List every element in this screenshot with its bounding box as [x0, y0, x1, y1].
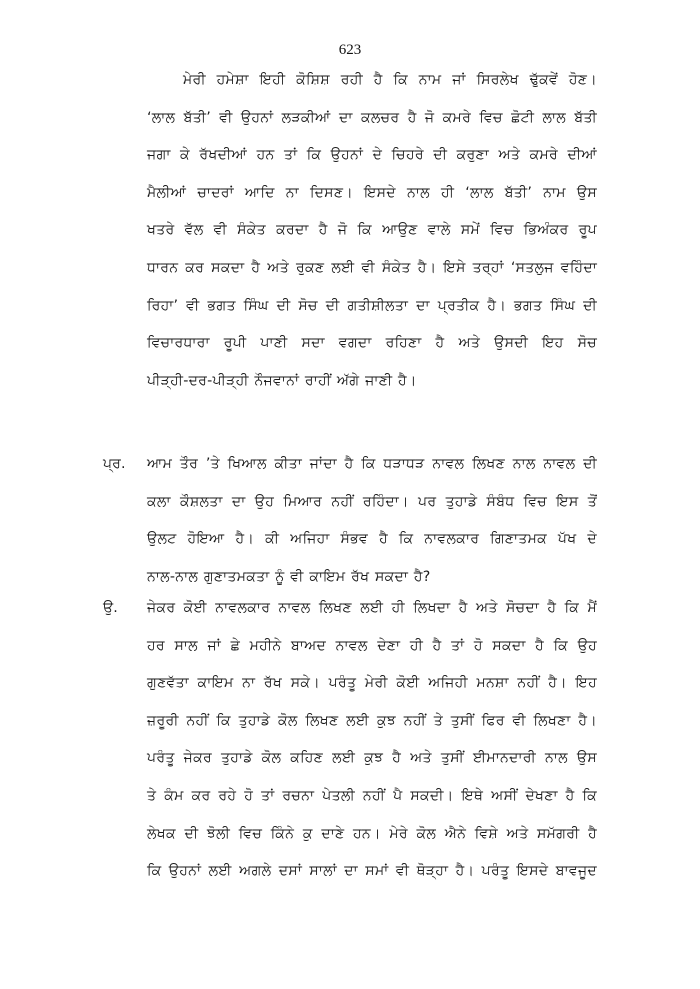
- text-line: ਰਿਹਾ’ ਵੀ ਭਗਤ ਸਿੰਘ ਦੀ ਸੋਚ ਦੀ ਗਤੀਸ਼ੀਲਤਾ ਦਾ ਪ੍ਰਤੀਕ ਹੈ। ਭਗਤ ਸਿੰਘ ਦੀ: [147, 297, 597, 314]
- text-line: ਪਰੰਤੂ ਜੇਕਰ ਤੁਹਾਡੇ ਕੋਲ ਕਹਿਣ ਲਈ ਕੁਝ ਹੈ ਅਤੇ ਤੁਸੀਂ ਈਮਾਨਦਾਰੀ ਨਾਲ ਉਸ: [147, 750, 597, 767]
- question-label: ਪ੍ਰ.: [103, 456, 126, 472]
- text-line: ਪੀੜ੍ਹੀ-ਦਰ-ਪੀੜ੍ਹੀ ਨੌਜਵਾਨਾਂ ਰਾਹੀਂ ਅੱਗੇ ਜਾਣੀ ਹੈ।: [147, 372, 417, 389]
- paragraph-intro: [147, 62, 597, 400]
- text-line: ਤੇ ਕੰਮ ਕਰ ਰਹੇ ਹੋ ਤਾਂ ਰਚਨਾ ਪੇਤਲੀ ਨਹੀਂ ਪੈ ਸਕਦੀ। ਇਥੇ ਅਸੀਂ ਦੇਖਣਾ ਹੈ ਕਿ: [147, 787, 597, 804]
- text-line: ਖਤਰੇ ਵੱਲ ਵੀ ਸੰਕੇਤ ਕਰਦਾ ਹੈ ਜੋ ਕਿ ਆਉਣ ਵਾਲੇ ਸਮੇਂ ਵਿਚ ਭਿਅੰਕਰ ਰੂਪ: [147, 222, 597, 239]
- question-text: [147, 446, 597, 596]
- text-line: ਹਰ ਸਾਲ ਜਾਂ ਛੇ ਮਹੀਨੇ ਬਾਅਦ ਨਾਵਲ ਦੇਣਾ ਹੀ ਹੈ ਤਾਂ ਹੋ ਸਕਦਾ ਹੈ ਕਿ ਉਹ: [147, 637, 597, 654]
- text-line: ਜ਼ਰੂਰੀ ਨਹੀਂ ਕਿ ਤੁਹਾਡੇ ਕੋਲ ਲਿਖਣ ਲਈ ਕੁਝ ਨਹੀਂ ਤੇ ਤੁਸੀਂ ਫਿਰ ਵੀ ਲਿਖਣਾ ਹੈ।: [147, 712, 597, 729]
- text-line: ਮੈਲੀਆਂ ਚਾਦਰਾਂ ਆਦਿ ਨਾ ਦਿਸਣ। ਇਸਦੇ ਨਾਲ ਹੀ ‘ਲਾਲ ਬੱਤੀ’ ਨਾਮ ਉਸ: [147, 184, 597, 201]
- text-line: ਵਿਚਾਰਧਾਰਾ ਰੂਪੀ ਪਾਣੀ ਸਦਾ ਵਗਦਾ ਰਹਿਣਾ ਹੈ ਅਤੇ ਉਸਦੀ ਇਹ ਸੋਚ: [147, 335, 597, 352]
- answer-text: [147, 590, 597, 891]
- text-line: ਜਗਾ ਕੇ ਰੱਖਦੀਆਂ ਹਨ ਤਾਂ ਕਿ ਉਹਨਾਂ ਦੇ ਚਿਹਰੇ ਦੀ ਕਰੁਣਾ ਅਤੇ ਕਮਰੇ ਦੀਆਂ: [147, 147, 597, 164]
- text-line: ਕਿ ਉਹਨਾਂ ਲਈ ਅਗਲੇ ਦਸਾਂ ਸਾਲਾਂ ਦਾ ਸਮਾਂ ਵੀ ਥੋੜ੍ਹਾ ਹੈ। ਪਰੰਤੂ ਇਸਦੇ ਬਾਵਜੂਦ: [147, 863, 597, 880]
- text-line: ਆਮ ਤੌਰ ’ਤੇ ਖਿਆਲ ਕੀਤਾ ਜਾਂਦਾ ਹੈ ਕਿ ਧੜਾਧੜ ਨਾਵਲ ਲਿਖਣ ਨਾਲ ਨਾਵਲ ਦੀ: [147, 456, 597, 472]
- text-line: ‘ਲਾਲ ਬੱਤੀ’ ਵੀ ਉਹਨਾਂ ਲੜਕੀਆਂ ਦਾ ਕਲਚਰ ਹੈ ਜੋ ਕਮਰੇ ਵਿਚ ਛੋਟੀ ਲਾਲ ਬੱਤੀ: [147, 109, 597, 126]
- text-line: ਜੇਕਰ ਕੋਈ ਨਾਵਲਕਾਰ ਨਾਵਲ ਲਿਖਣ ਲਈ ਹੀ ਲਿਖਦਾ ਹੈ ਅਤੇ ਸੋਚਦਾ ਹੈ ਕਿ ਮੈਂ: [147, 600, 597, 616]
- text-line: ਕਲਾ ਕੌਸ਼ਲਤਾ ਦਾ ਉਹ ਮਿਆਰ ਨਹੀਂ ਰਹਿੰਦਾ। ਪਰ ਤੁਹਾਡੇ ਸੰਬੰਧ ਵਿਚ ਇਸ ਤੋਂ: [147, 493, 597, 510]
- text-line: ਨਾਲ-ਨਾਲ ਗੁਣਾਤਮਕਤਾ ਨੂੰ ਵੀ ਕਾਇਮ ਰੱਖ ਸਕਦਾ ਹੈ?: [147, 568, 431, 585]
- text-line: ਮੇਰੀ ਹਮੇਸ਼ਾ ਇਹੀ ਕੋਸ਼ਿਸ਼ ਰਹੀ ਹੈ ਕਿ ਨਾਮ ਜਾਂ ਸਿਰਲੇਖ ਢੁੱਕਵੇਂ ਹੋਣ।: [183, 72, 597, 88]
- text-line: ਧਾਰਨ ਕਰ ਸਕਦਾ ਹੈ ਅਤੇ ਰੁਕਣ ਲਈ ਵੀ ਸੰਕੇਤ ਹੈ। ਇਸੇ ਤਰ੍ਹਾਂ ‘ਸਤਲੁਜ ਵਹਿੰਦਾ: [147, 259, 597, 276]
- text-line: ਉਲਟ ਹੋਇਆ ਹੈ। ਕੀ ਅਜਿਹਾ ਸੰਭਵ ਹੈ ਕਿ ਨਾਵਲਕਾਰ ਗਿਣਾਤਮਕ ਪੱਖ ਦੇ: [147, 531, 597, 548]
- text-line: ਗੁਣਵੱਤਾ ਕਾਇਮ ਨਾ ਰੱਖ ਸਕੇ। ਪਰੰਤੂ ਮੇਰੀ ਕੋਈ ਅਜਿਹੀ ਮਨਸ਼ਾ ਨਹੀਂ ਹੈ। ਇਹ: [147, 675, 597, 692]
- answer-label: ਉ.: [103, 600, 118, 616]
- page-number: 623: [338, 42, 362, 58]
- text-line: ਲੇਖਕ ਦੀ ਝੋਲੀ ਵਿਚ ਕਿੰਨੇ ਕੁ ਦਾਣੇ ਹਨ। ਮੇਰੇ ਕੋਲ ਐਨੇ ਵਿਸ਼ੇ ਅਤੇ ਸਮੱਗਰੀ ਹੈ: [147, 825, 597, 842]
